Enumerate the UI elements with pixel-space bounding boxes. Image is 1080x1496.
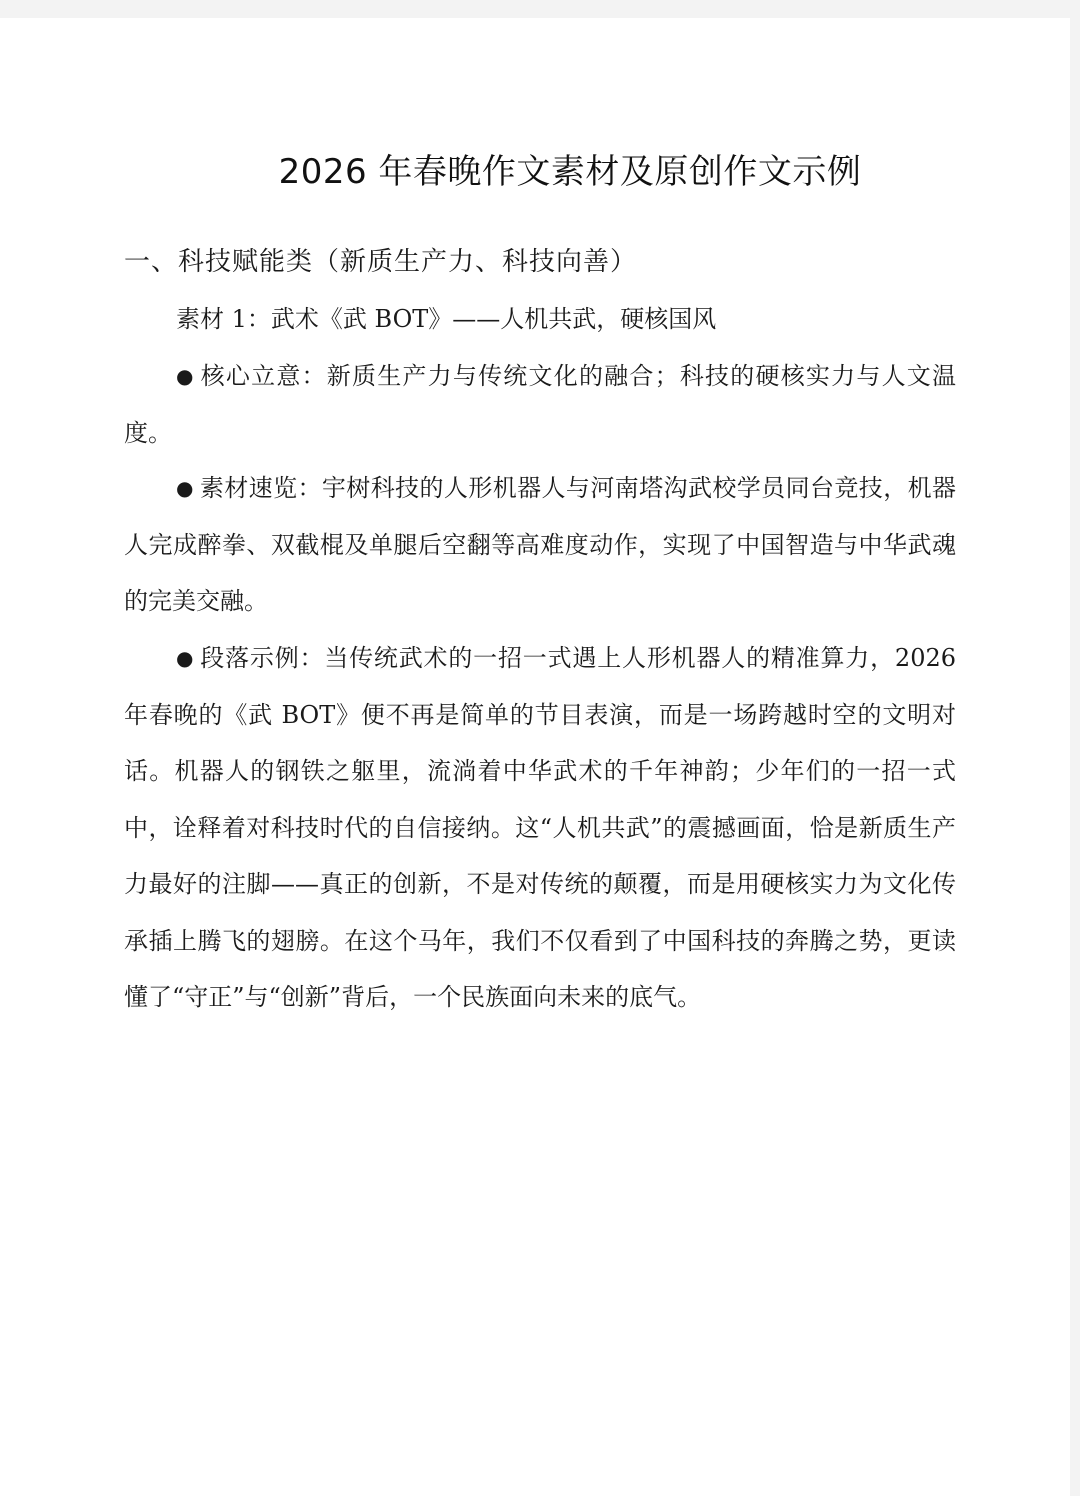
section-heading: 一、科技赋能类（新质生产力、科技向善） <box>124 247 638 277</box>
overview-text: 宇树科技的人形机器人与河南塔沟武校学员同台竞技，机器人完成醉拳、双截棍及单腿后空翻等高难度动作，实现了中国智造与中华武魂的完美交融。 <box>124 474 957 615</box>
overview-paragraph <box>124 460 956 630</box>
bullet-icon: ● <box>176 364 194 388</box>
core-idea-text: 新质生产力与传统文化的融合；科技的硬核实力与人文温度。 <box>124 362 957 447</box>
core-idea-paragraph <box>124 348 956 461</box>
bullet-icon: ● <box>176 646 194 670</box>
material-title: 素材 1：武术《武 BOT》——人机共武，硬核国风 <box>176 305 717 333</box>
example-paragraph <box>124 630 956 1026</box>
example-text: 当传统武术的一招一式遇上人形机器人的精准算力，2026 年春晚的《武 BOT》便不再是简单的节目表演，而是一场跨越时空的文明对话。机器人的钢铁之躯里，流淌着中华武术的千年神韵；少年们的一招一式中，诠释着对科技时代的自信接纳。这“人机共武”的震撼画面，恰是新质生产力最好的注脚——真正的创新，不是对传统的颠覆，而是用硬核实力为文化传承插上腾飞的翅膀。在这个马年，我们不仅看到了中国科技的奔腾之势，更读懂了“守正”与“创新”背后，一个民族面向未来的底气。 <box>124 644 957 1011</box>
example-label: 段落示例： <box>199 644 325 672</box>
overview-label: 素材速览： <box>199 474 322 502</box>
core-idea-label: 核心立意： <box>199 362 327 390</box>
bullet-icon: ● <box>176 476 194 500</box>
document-title: 2026 年春晚作文素材及原创作文示例 <box>278 152 862 192</box>
